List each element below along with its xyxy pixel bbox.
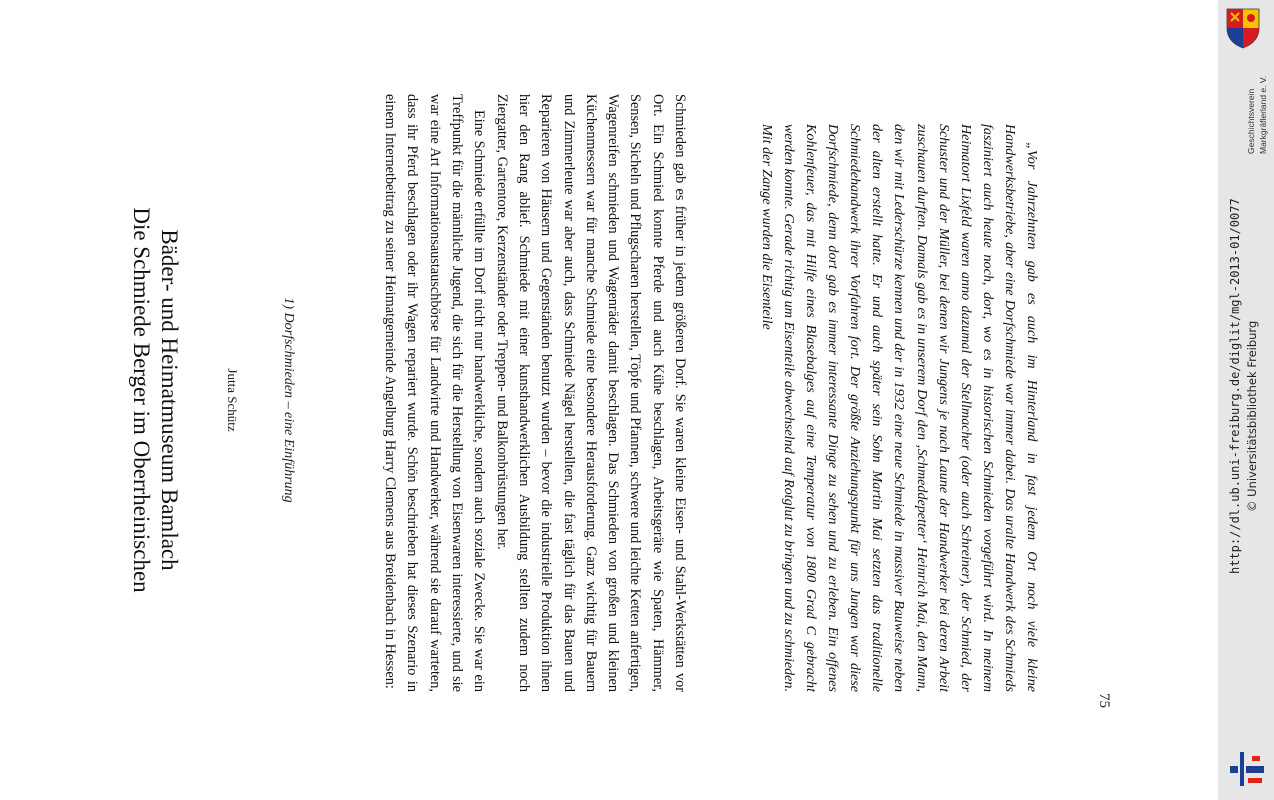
paragraph-2: Eine Schmiede erfüllte im Dorf nicht nur handwerkliche, sondern auch soziale Zwecke. Sie war ein Treffpunkt für die männliche Jugend, die sich für die Herstellung von Eisenwaren interessierte, und sie war eine Art Informationsaustauschbörse für Landwirte und Handwerker, während sie darauf warteten, dass ihr Pferd beschlagen oder ihr Wagen repariert wurde. Schön beschrieben hat dieses Szenario in einem Internetbeitrag zu seiner Heimatgemeinde Angelburg Harry Clemens aus Breidenbach in Hessen:: [382, 94, 488, 692]
coat-of-arms-icon: [1221, 6, 1265, 50]
body-text: [321, 94, 691, 692]
permalink-url[interactable]: http://dl.ub.uni-freiburg.de/diglit/mgl-2013-01/0077: [1228, 198, 1242, 574]
university-library-logo-icon: [1226, 748, 1268, 790]
article-title-line-2: Bäder- und Heimatmuseum Bamlach: [157, 229, 182, 571]
copyright-notice: © Universitätsbibliothek Freiburg: [1245, 320, 1259, 512]
association-name-line-2: Markgräflerland e. V.: [1258, 75, 1268, 154]
author-name: Jutta Schütz: [225, 368, 240, 432]
quotation-block: [691, 94, 1043, 692]
paragraph-1: Schmieden gab es früher in jedem größeren Dorf. Sie waren kleine Eisen- und Stahl-Werkstätten vor Ort. Ein Schmied konnte Pferde und auch Kühe beschlagen, Arbeitsgeräte wie Spaten, Hämmer, Sensen, Sicheln und Pflugscharen herstellen, Töpfe und Pfannen, schwere und leichte Ketten anfertigen, Wagenreifen schmieden und Wagenräder damit beschlagen. Das Schmieden von großen und kleinen Küchenmessern war für manche Schmiede eine besondere Herausforderung. Ganz wichtig für Bauern und Zimmerleute war aber auch, dass Schmiede Nägel herstellten, die fast täglich für das Bauen und Reparieren von Häusern und Gegenständen benutzt wurden – bevor die industrielle Produktion ihnen hier den Rang ablief. Schmiede mit einer kunsthandwerklichen Ausbildung stellten zudem noch Ziergatter, Gartentore, Kerzenständer oder Treppen- und Balkonbrüstungen her.: [493, 94, 688, 692]
association-name-line-1: Geschichtsverein: [1246, 88, 1256, 154]
page-number: 75: [1096, 693, 1112, 708]
article-title-line-1: Die Schmiede Berger im Oberrheinischen: [129, 207, 154, 593]
quotation-text: „Vor Jahrzehnten gab es auch im Hinterland in fast jedem Ort noch viele kleine Handwerksbetriebe, aber eine Dorfschmiede war immer dabei. Das uralte Handwerk des Schmieds fasziniert auch heute noch, dort, wo es in historischen Schmieden vorgeführt wird. In meinem Heimatort Lixfeld waren anno dazumal der Stellmacher (oder auch Schreiner), der Schmied, der Schuster und der Müller, bei denen wir Jungens je nach Laune der Handwerker bei deren Arbeit zuschauen durften. Damals gab es in unserem Dorf den ‚Schmeddepetter‘ Heinrich Mai, den Mann, den wir mit Lederschürze kennen und der in 1932 eine neue Schmiede in massiver Bauweise neben der alten erstellt hatte. Er und auch später sein Sohn Martin Mai setzten das traditionelle Schmiedehandwerk ihrer Vorfahren fort. Der größte Anziehungspunkt für uns Jungen war diese Dorfschmiede, denn dort gab es immer interessante Dinge zu sehen und zu erleben. Ein offenes Kohlenfeuer, das mit Hilfe eines Blasebalges auf eine Temperatur von 1800 Grad C gebracht werden konnte. Gerade richtig um Eisenteile abwechselnd auf Rotglut zu bringen und zu schmieden. Mit der Zange wurden die Eisenteile: [758, 124, 1040, 692]
section-heading: 1) Dorfschmieden – eine Einführung: [281, 297, 296, 503]
sidebar-rotated-text: [1218, 0, 1274, 800]
viewer-sidebar: [1218, 0, 1274, 800]
